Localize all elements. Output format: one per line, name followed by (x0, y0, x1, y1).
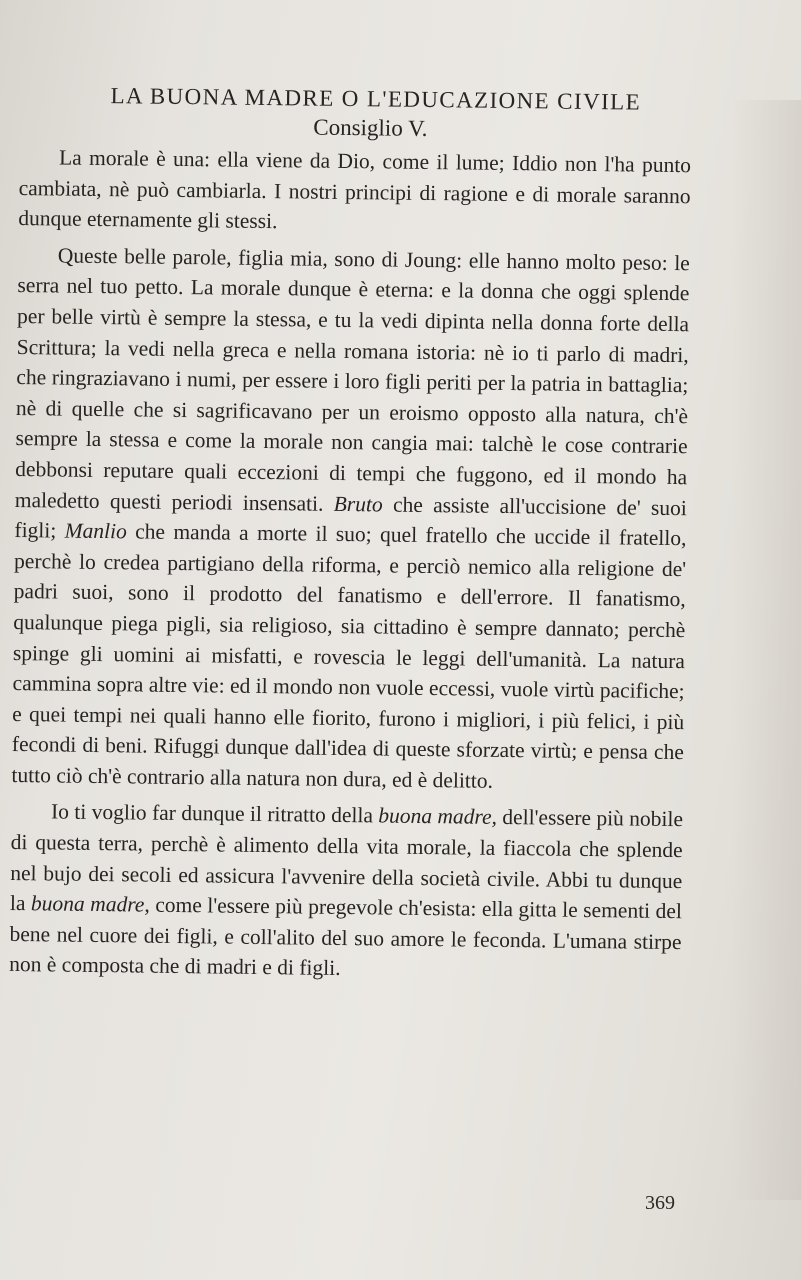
chapter-subtitle: Consiglio V. (313, 114, 428, 141)
italic-text-run: Bruto (333, 491, 383, 516)
text-run: dell'essere più nobile di questa terra, perchè è alimento della vita morale, la fiaccola che splende nel bujo dei secoli ed assicura l'avvenire della società civile. Abbi tu dunque la (9, 805, 684, 916)
text-run: che assiste all'uccisione de' suoi figli; (14, 491, 687, 543)
facing-page-shadow (731, 100, 801, 1200)
italic-text-run: Manlio (64, 518, 127, 544)
chapter-title: LA BUONA MADRE O L'EDUCAZIONE CIVILE (110, 83, 642, 115)
page-content (9, 80, 692, 994)
italic-text-run: buona madre, (378, 803, 498, 830)
text-run: Io ti voglio far dunque il ritratto della (50, 799, 379, 828)
paragraph-3 (9, 796, 683, 988)
paragraph-2 (11, 240, 690, 799)
text-run: , come l'essere più pregevole ch'esista: ella gitta le sementi del bene nel cuore dei figli, e coll'alito del suo amore le feconda. L'umana stirpe non è composta che di madri e di figli. (9, 892, 683, 981)
text-run: La morale è una: ella viene da Dio, come il lume; Iddio non l'ha punto cambiata, nè può cambiarla. I nostri principi di ragione e di morale saranno dunque eternamente gli stessi. (18, 145, 692, 234)
italic-text-run: buona madre (30, 891, 145, 917)
paragraph-1 (18, 142, 691, 242)
text-run: che manda a morte il suo; quel fratello che uccide il fratello, perchè lo credea partigiano della riforma, e perciò nemico alla religione de' padri suoi, sono il prodotto del fanatismo e dell'errore. Il fanatismo, qualunque piega pigli, sia religioso, sia cittadino è sempre dannato; perchè spinge gli uomini ai misfatti, e rovescia le leggi dell'umanità. La natura cammina sopra altre vie: ed il mondo non vuole eccessi, vuole virtù pacifiche; e quei tempi nei quali hanno elle fiorito, furono i migliori, i più felici, i più fecondi di beni. Rifuggi dunque dall'idea di queste sforzate virtù; e pensa che tutto ciò ch'è contrario alla natura non dura, ed è delitto. (11, 519, 687, 793)
text-run: Queste belle parole, figlia mia, sono di Joung: elle hanno molto peso: le serra nel tuo petto. La morale dunque è eterna: e la donna che oggi splende per belle virtù è sempre la stessa, e tu la vedi dipinta nella donna forte della Scrittura; la vedi nella greca e nella romana istoria: nè io ti parlo di madri, che ringraziavano i numi, per essere i loro figli periti per la patria in battaglia; nè di quelle che si sagrificavano per un eroismo opposto alla natura, ch'è sempre la stessa e come la morale non cangia mai: talchè le cose contrarie debbonsi reputare quali eccezioni di tempi che fuggono, ed il mondo ha maledetto questi periodi insensati. (14, 243, 690, 516)
page-number: 369 (645, 1192, 675, 1214)
